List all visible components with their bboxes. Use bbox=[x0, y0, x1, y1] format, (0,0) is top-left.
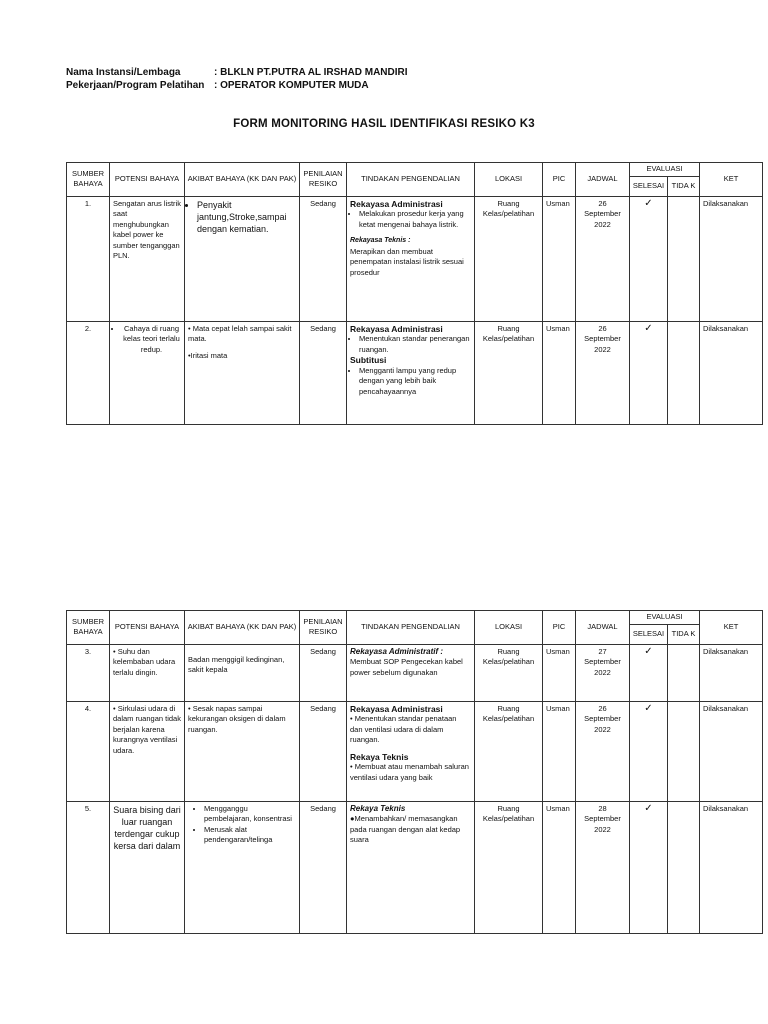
row-akibat bbox=[185, 321, 300, 424]
row-lokasi: Ruang Kelas/pelatihan bbox=[475, 321, 543, 424]
tindakan-title: Subtitusi bbox=[350, 355, 387, 365]
table-row bbox=[67, 321, 763, 424]
row-selesai bbox=[630, 701, 668, 801]
row-lokasi: Ruang Kelas/pelatihan bbox=[475, 644, 543, 701]
row-no: 2. bbox=[67, 321, 110, 424]
col-jadwal: JADWAL bbox=[576, 163, 630, 197]
table-row bbox=[67, 196, 763, 321]
col-tindakan: TINDAKAN PENGENDALIAN bbox=[347, 163, 475, 197]
akibat-item: • Mata cepat lelah sampai sakit mata. bbox=[188, 323, 292, 343]
checkmark-icon: ✓ bbox=[644, 702, 653, 714]
col-ket: KET bbox=[700, 611, 763, 645]
risk-table-1 bbox=[66, 162, 763, 425]
akibat-item: • Merusak alat pendengaran/telinga bbox=[204, 825, 296, 846]
row-no: 5. bbox=[67, 801, 110, 933]
col-penilaian: PENILAIAN RESIKO bbox=[300, 611, 347, 645]
col-lokasi: LOKASI bbox=[475, 163, 543, 197]
row-akibat bbox=[185, 644, 300, 701]
row-potensi: Suara bising dari luar ruangan terdengar cukup kersa dari dalam bbox=[110, 801, 185, 933]
row-pic: Usman bbox=[543, 644, 576, 701]
row-akibat: • Sesak napas sampai kekurangan oksigen di dalam ruangan. bbox=[185, 701, 300, 801]
row-jadwal: 26 September 2022 bbox=[576, 701, 630, 801]
row-akibat bbox=[185, 801, 300, 933]
akibat-item: •Iritasi mata bbox=[188, 350, 228, 360]
col-tindakan: TINDAKAN PENGENDALIAN bbox=[347, 611, 475, 645]
row-potensi bbox=[110, 321, 185, 424]
tindakan-text: Merapikan dan membuat penempatan instalasi listrik sesuai prosedur bbox=[350, 246, 464, 277]
row-pic: Usman bbox=[543, 801, 576, 933]
row-lokasi: Ruang Kelas/pelatihan bbox=[475, 701, 543, 801]
row-penilaian: Sedang bbox=[300, 644, 347, 701]
col-selesai: SELESAI bbox=[630, 624, 668, 644]
row-potensi: Sengatan arus listrik saat menghubungkan kabel power ke sumber tenganggan PLN. bbox=[110, 196, 185, 321]
tindakan-title: Rekayasa Administrasi bbox=[350, 198, 443, 209]
row-tidak bbox=[668, 801, 700, 933]
akibat-item: • Mengganggu pembelajaran, konsentrasi bbox=[204, 804, 296, 825]
row-lokasi: Ruang Kelas/pelatihan bbox=[475, 196, 543, 321]
tindakan-item: • Melakukan prosedur kerja yang ketat mengenai bahaya listrik. bbox=[359, 209, 471, 230]
row-ket: Dilaksanakan bbox=[700, 801, 763, 933]
col-tidak: TIDA K bbox=[668, 176, 700, 196]
col-potensi: POTENSI BAHAYA bbox=[110, 163, 185, 197]
tindakan-title: Rekayasa Administrasi bbox=[350, 323, 443, 334]
row-no: 3. bbox=[67, 644, 110, 701]
row-tidak bbox=[668, 644, 700, 701]
col-sumber: SUMBER BAHAYA bbox=[67, 611, 110, 645]
col-lokasi: LOKASI bbox=[475, 611, 543, 645]
row-jadwal: 27 September 2022 bbox=[576, 644, 630, 701]
row-penilaian: Sedang bbox=[300, 321, 347, 424]
potensi-item: • Cahaya di ruang kelas teori terlalu redup. bbox=[122, 324, 181, 356]
row-selesai bbox=[630, 196, 668, 321]
document-header bbox=[66, 66, 408, 92]
row-pic: Usman bbox=[543, 701, 576, 801]
row-potensi: • Suhu dan kelembaban udara terlalu dingin. bbox=[110, 644, 185, 701]
row-penilaian: Sedang bbox=[300, 801, 347, 933]
col-pic: PIC bbox=[543, 163, 576, 197]
row-tindakan bbox=[347, 644, 475, 701]
tindakan-title: Rekaya Teknis bbox=[350, 803, 406, 813]
col-tidak: TIDA K bbox=[668, 624, 700, 644]
tindakan-text: Membuat SOP Pengecekan kabel power sebelum digunakan bbox=[350, 657, 463, 677]
table-row bbox=[67, 801, 763, 933]
row-pic: Usman bbox=[543, 321, 576, 424]
row-tidak bbox=[668, 321, 700, 424]
checkmark-icon: ✓ bbox=[644, 645, 653, 657]
form-title: FORM MONITORING HASIL IDENTIFIKASI RESIKO K3 bbox=[233, 118, 535, 130]
row-ket: Dilaksanakan bbox=[700, 644, 763, 701]
risk-table-2 bbox=[66, 610, 763, 934]
col-evaluasi: EVALUASI bbox=[630, 611, 700, 625]
row-selesai bbox=[630, 321, 668, 424]
instansi-label: Nama Instansi/Lembaga bbox=[66, 67, 181, 78]
col-akibat: AKIBAT BAHAYA (KK DAN PAK) bbox=[185, 163, 300, 197]
row-penilaian: Sedang bbox=[300, 196, 347, 321]
row-selesai bbox=[630, 801, 668, 933]
row-tindakan bbox=[347, 701, 475, 801]
col-pic: PIC bbox=[543, 611, 576, 645]
tindakan-item: • Mengganti lampu yang redup dengan yang lebih baik pencahayaannya bbox=[359, 366, 471, 398]
col-sumber: SUMBER BAHAYA bbox=[67, 163, 110, 197]
row-lokasi: Ruang Kelas/pelatihan bbox=[475, 801, 543, 933]
tindakan-title: Rekayasa Administratif : bbox=[350, 646, 444, 656]
row-tindakan bbox=[347, 321, 475, 424]
program-label: Pekerjaan/Program Pelatihan bbox=[66, 80, 205, 91]
program-value: : OPERATOR KOMPUTER MUDA bbox=[214, 80, 369, 91]
col-jadwal: JADWAL bbox=[576, 611, 630, 645]
row-jadwal: 26 September 2022 bbox=[576, 321, 630, 424]
row-ket: Dilaksanakan bbox=[700, 196, 763, 321]
checkmark-icon: ✓ bbox=[644, 197, 653, 209]
table-row bbox=[67, 644, 763, 701]
tindakan-item: • Menentukan standar penerangan ruangan. bbox=[359, 334, 471, 355]
col-penilaian: PENILAIAN RESIKO bbox=[300, 163, 347, 197]
col-akibat: AKIBAT BAHAYA (KK DAN PAK) bbox=[185, 611, 300, 645]
checkmark-icon: ✓ bbox=[644, 802, 653, 814]
instansi-value: : BLKLN PT.PUTRA AL IRSHAD MANDIRI bbox=[214, 67, 408, 78]
akibat-item: • Penyakit jantung,Stroke,sampai dengan kematian. bbox=[197, 199, 296, 235]
row-jadwal: 26 September 2022 bbox=[576, 196, 630, 321]
row-jadwal: 28 September 2022 bbox=[576, 801, 630, 933]
tindakan-title: Rekayasa Teknis : bbox=[350, 237, 411, 244]
row-penilaian: Sedang bbox=[300, 701, 347, 801]
row-no: 4. bbox=[67, 701, 110, 801]
row-tindakan bbox=[347, 196, 475, 321]
row-pic: Usman bbox=[543, 196, 576, 321]
row-akibat bbox=[185, 196, 300, 321]
row-selesai bbox=[630, 644, 668, 701]
row-ket: Dilaksanakan bbox=[700, 321, 763, 424]
row-tidak bbox=[668, 196, 700, 321]
tindakan-text: ●Menambahkan/ memasangkan pada ruangan dengan alat kedap suara bbox=[350, 814, 461, 844]
tindakan-title: Rekayasa Administrasi bbox=[350, 703, 443, 714]
checkmark-icon: ✓ bbox=[644, 322, 653, 334]
col-evaluasi: EVALUASI bbox=[630, 163, 700, 177]
col-potensi: POTENSI BAHAYA bbox=[110, 611, 185, 645]
akibat-item: Badan menggigil kedinginan, sakit kepala bbox=[188, 654, 285, 674]
col-selesai: SELESAI bbox=[630, 176, 668, 196]
row-tidak bbox=[668, 701, 700, 801]
table-row bbox=[67, 701, 763, 801]
tindakan-text: • Membuat atau menambah saluran ventilasi udara yang baik bbox=[350, 762, 469, 782]
tindakan-text: • Menentukan standar penataan dan ventilasi udara di dalam ruangan. bbox=[350, 714, 457, 744]
row-no: 1. bbox=[67, 196, 110, 321]
row-potensi: • Sirkulasi udara di dalam ruangan tidak berjalan karena kurangnya ventilasi udara. bbox=[110, 701, 185, 801]
row-ket: Dilaksanakan bbox=[700, 701, 763, 801]
col-ket: KET bbox=[700, 163, 763, 197]
row-tindakan bbox=[347, 801, 475, 933]
tindakan-title: Rekaya Teknis bbox=[350, 751, 409, 762]
